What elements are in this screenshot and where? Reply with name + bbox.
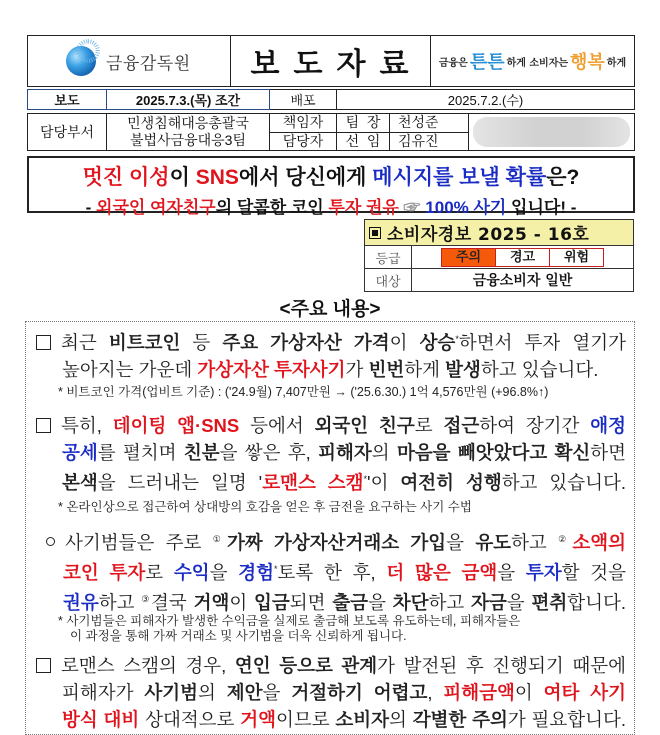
text-run: 을 — [368, 592, 393, 614]
text-run: 출금 — [332, 592, 369, 614]
headline-segment: 외국인 여자친구 — [96, 198, 216, 217]
text-run: 상승 — [419, 332, 456, 354]
staff-label: 담당자 — [270, 132, 337, 151]
text-run: 하고 — [98, 592, 142, 614]
manager-label: 책임자 — [270, 114, 337, 133]
alert-title — [365, 220, 634, 246]
headline-segment: - — [85, 198, 97, 217]
text-run: 애정 — [590, 415, 627, 436]
para4-line2 — [62, 682, 626, 703]
distribute-value: 2025.7.2.(수) — [337, 90, 635, 110]
text-run: 등에서 — [239, 415, 315, 436]
text-run: 권유 — [63, 592, 99, 614]
fss-logo — [28, 36, 231, 86]
text-run: 을 드러내는 일명 ' — [97, 472, 263, 494]
text-run: 입금 — [254, 592, 290, 614]
text-run: ① — [212, 534, 227, 544]
slogan-part2: 하게 소비자는 — [506, 57, 569, 69]
text-run: 최근 — [61, 332, 109, 354]
paragraph-1 — [36, 326, 626, 383]
text-run: 가 발전된 후 진행되기 때문에 — [377, 655, 626, 676]
press-release-header — [27, 35, 635, 87]
release-value: 2025.7.3.(목) 조간 — [107, 90, 270, 110]
text-run: 가짜 가상자산거래소 가입 — [226, 532, 447, 554]
distribute-label: 배포 — [270, 90, 337, 110]
text-run: 유도 — [475, 532, 512, 554]
text-run: 여전히 성행 — [400, 472, 502, 494]
slogan-part1: 금융은 — [438, 57, 468, 69]
text-run: 를 펼치며 — [97, 442, 184, 463]
text-run: 피해자 — [318, 442, 372, 463]
text-run: 사기범들은 주로 — [65, 532, 213, 554]
text-run: 하고 있습니다. — [480, 359, 599, 381]
text-run: 을 — [262, 682, 292, 703]
text-run: 할 것을 — [561, 562, 627, 584]
text-run: 하게 — [404, 359, 446, 381]
para2-line3 — [62, 472, 626, 493]
text-run: 거액 — [240, 709, 276, 730]
text-run: * — [455, 334, 459, 344]
slogan — [431, 36, 634, 86]
headline-box — [27, 156, 635, 217]
text-run: 이므로 — [275, 709, 336, 730]
text-run: 편취 — [531, 592, 568, 614]
text-run: 데이팅 앱·SNS — [112, 415, 240, 436]
text-run: * — [274, 564, 278, 575]
para4-line1 — [61, 655, 626, 676]
checkbox-bullet-icon — [36, 658, 51, 673]
headline-segment: 의 달콤한 코인 — [215, 198, 329, 217]
headline-segment: ☞ — [398, 198, 426, 217]
para4-line3 — [62, 709, 626, 730]
checkbox-bullet-icon — [36, 335, 51, 350]
text-run: 하고 — [511, 532, 559, 554]
text-run: 여타 사기 — [543, 682, 627, 703]
text-run: 거액 — [193, 592, 230, 614]
text-run: 소액의 — [572, 532, 626, 554]
text-run: 가 — [345, 359, 369, 381]
text-run: 경험 — [238, 562, 274, 584]
contact-table — [27, 113, 635, 151]
headline-segment: 투자 권유 — [328, 198, 399, 217]
slogan-word1: 튼튼 — [469, 52, 505, 73]
text-run: 을 — [446, 532, 476, 554]
text-run: 차단 — [392, 592, 429, 614]
slogan-part3: 하게 — [606, 57, 627, 69]
text-run: 이 — [389, 332, 420, 354]
note3-line2: 이 과정을 통해 가짜 거래소 및 사기범을 더욱 신뢰하게 됩니다. — [70, 629, 407, 643]
text-run: 하여 장기간 — [479, 415, 591, 436]
fss-globe-icon — [66, 46, 96, 76]
text-run: 상대적으로 — [139, 709, 241, 730]
headline-line1 — [29, 161, 633, 191]
text-run: 의 — [389, 709, 413, 730]
text-run: 본색 — [62, 472, 98, 494]
staff-title: 선 임 — [337, 132, 390, 151]
slogan-word2: 행복 — [570, 52, 605, 73]
para1-line1 — [61, 332, 626, 353]
para1-line2 — [62, 359, 598, 380]
headline-segment: 메시지를 보낼 확률 — [372, 166, 547, 189]
text-run: 하면서 투자 열기가 — [458, 332, 626, 354]
text-run: 피해금액 — [443, 682, 515, 703]
square-bullet-icon — [369, 227, 381, 239]
text-run: 높아지는 가운데 — [62, 359, 198, 381]
text-run: 발생 — [445, 359, 481, 381]
text-run: 이 — [514, 682, 544, 703]
text-run: 사기범 — [144, 682, 199, 703]
alert-title-text: 소비자경보 2025 - 16호 — [387, 225, 590, 245]
para2-line1 — [61, 415, 626, 436]
text-run: 가상자산 투자사기 — [197, 359, 346, 381]
text-run: 코인 투자 — [63, 562, 146, 584]
text-run: 하면 — [590, 442, 627, 463]
headline-segment: 은? — [546, 166, 580, 189]
para3-line3 — [63, 592, 626, 613]
staff-name: 김유진 — [390, 132, 469, 151]
text-run: 하고 있습니다. — [501, 472, 626, 494]
redacted-contact — [469, 114, 635, 151]
text-run: 외국인 친구 — [314, 415, 415, 436]
level-indicator — [441, 248, 604, 267]
text-run: 가 필요합니다. — [507, 709, 627, 730]
text-run: ② — [558, 534, 573, 544]
text-run: 수익 — [173, 562, 210, 584]
text-run: 비트코인 — [108, 332, 181, 354]
main-content-box — [25, 321, 635, 735]
text-run: 마음을 빼앗았다고 확신 — [396, 442, 591, 463]
text-run: 의 — [371, 442, 397, 463]
checkbox-bullet-icon — [36, 418, 51, 433]
text-run: 거절하기 어렵고 — [291, 682, 428, 703]
headline-segment: 이 — [169, 166, 196, 189]
text-run: 친분 — [183, 442, 220, 463]
para2-line2 — [62, 442, 626, 463]
text-run: 특히, — [61, 415, 113, 436]
para3-line1 — [65, 532, 626, 553]
redacted-blur — [473, 117, 630, 147]
text-run: 로맨스 스캠 — [262, 472, 364, 494]
target-label: 대상 — [365, 269, 412, 292]
text-run: 되면 — [289, 592, 333, 614]
text-run: 자금 — [471, 592, 507, 614]
dept-line1: 민생침해대응총괄국 — [127, 115, 249, 131]
circle-bullet-icon — [46, 537, 55, 546]
dept-label: 담당부서 — [28, 114, 107, 151]
text-run: , — [427, 682, 444, 703]
text-run: 로 — [145, 562, 174, 584]
text-run: 빈번 — [368, 359, 405, 381]
headline-line2 — [29, 193, 633, 218]
headline-segment: 100% 사기 — [425, 198, 507, 217]
paragraph-2 — [36, 412, 626, 496]
text-run: 을 — [497, 562, 526, 584]
text-run: 제안 — [226, 682, 263, 703]
text-run: 연인 등으로 관계 — [234, 655, 378, 676]
note-1: * 비트코인 가격(업비트 기준) : ('24.9월) 7,407만원 → ('25.6.30.) 1억 4,576만원 (+96.8%↑) — [58, 385, 549, 399]
text-run: ③ — [141, 594, 152, 605]
headline-segment: 에서 당신에게 — [238, 166, 373, 189]
text-run: 로 — [414, 415, 444, 436]
grade-levels — [412, 246, 634, 269]
text-run: 을 — [209, 562, 239, 584]
text-run: 을 쌓은 후, — [219, 442, 319, 463]
grade-label: 등급 — [365, 246, 412, 269]
text-run: '이 — [367, 472, 401, 494]
note-2: * 온라인상으로 접근하여 상대방의 호감을 얻은 후 금전을 요구하는 사기 수법 — [58, 500, 472, 514]
text-run: 피해자가 — [62, 682, 145, 703]
dept-line2: 불법사금융대응3팀 — [130, 132, 246, 148]
paragraph-4 — [36, 652, 626, 733]
para3-line2 — [63, 562, 626, 583]
level-1: 주의 — [442, 249, 496, 266]
text-run: 의 — [198, 682, 227, 703]
manager-name: 천성준 — [390, 114, 469, 133]
text-run: 접근 — [443, 415, 480, 436]
text-run: 결국 — [151, 592, 194, 614]
level-2: 경고 — [496, 249, 550, 266]
manager-title: 팀 장 — [337, 114, 390, 133]
main-section-title: <주요 내용> — [279, 299, 381, 320]
text-run: 투자 — [525, 562, 562, 584]
paragraph-3 — [46, 526, 626, 616]
text-run: 더 많은 금액 — [386, 562, 498, 584]
consumer-alert-box — [364, 219, 634, 292]
text-run: * — [363, 474, 368, 484]
text-run: 토록 한 후, — [277, 562, 387, 584]
doc-title: 보도자료 — [231, 36, 431, 86]
text-run: 소비자 — [335, 709, 390, 730]
text-run: 로맨스 스캠의 경우, — [61, 655, 235, 676]
text-run: 합니다. — [567, 592, 626, 614]
text-run: 등 — [180, 332, 223, 354]
dept-value — [107, 114, 270, 151]
text-run: 각별한 주의 — [412, 709, 508, 730]
text-run: 주요 가상자산 가격 — [222, 332, 390, 354]
headline-segment: 입니다! - — [506, 198, 577, 217]
headline-segment: 멋진 이성 — [82, 166, 170, 189]
target-value: 금융소비자 일반 — [412, 269, 634, 292]
text-run: 공세 — [62, 442, 98, 463]
text-run: 방식 대비 — [62, 709, 140, 730]
release-info-table — [27, 89, 635, 110]
text-run: 이 — [229, 592, 255, 614]
text-run: 을 — [506, 592, 532, 614]
release-label: 보도 — [28, 90, 107, 110]
headline-segment: SNS — [195, 166, 239, 189]
note3-line1: * 사기범들은 피해자가 발생한 수익금을 실제로 출금해 보도록 유도하는데, 피해자들은 — [58, 614, 521, 628]
note-3 — [58, 614, 626, 644]
text-run: 하고 — [428, 592, 472, 614]
org-name: 금융감독원 — [106, 53, 191, 74]
level-3: 위험 — [563, 250, 590, 265]
